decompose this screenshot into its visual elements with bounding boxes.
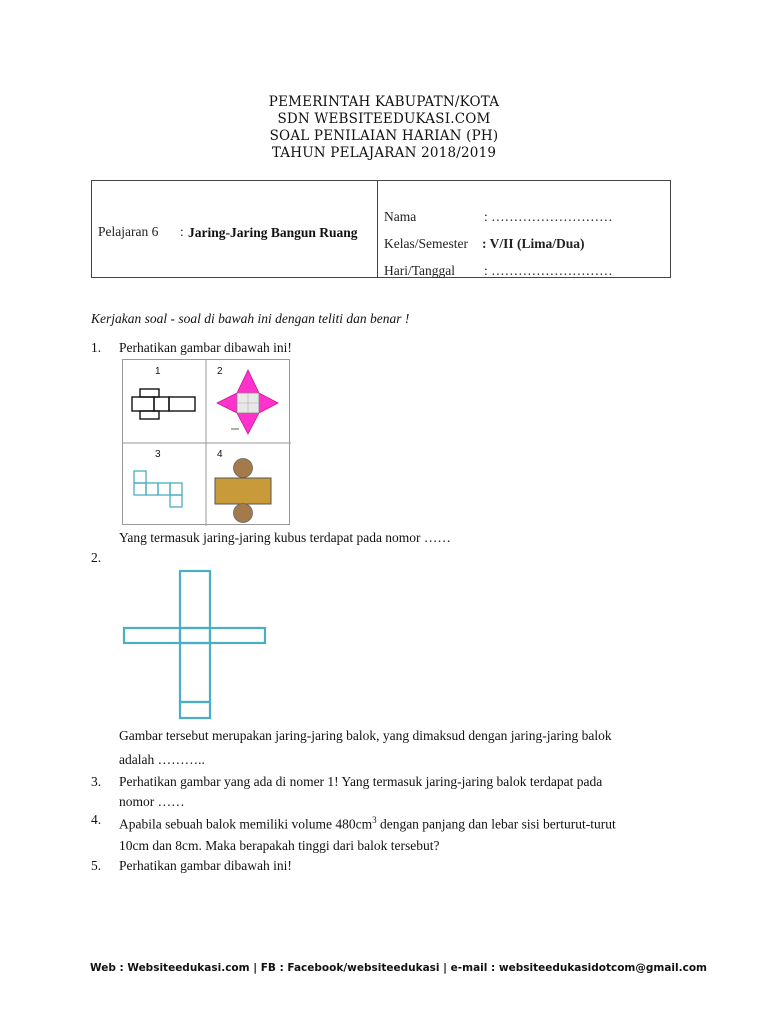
document-header <box>0 94 768 162</box>
subject-value: Jaring-Jaring Bangun Ruang <box>188 225 358 240</box>
q4-text-part-1: Apabila sebuah balok memiliki volume 480cm <box>119 816 373 832</box>
q1-figure-svg <box>123 360 291 526</box>
page-footer: Web : Websiteedukasi.com | FB : Facebook/websiteedukasi | e-mail : websiteedukasidotcom@gmail.com <box>90 962 707 974</box>
q4-superscript: 3 <box>372 815 377 825</box>
header-line-4: TAHUN PELAJARAN 2018/2019 <box>271 145 497 161</box>
q2-number: 2. <box>91 550 102 565</box>
q1-number: 1. <box>91 340 102 355</box>
q1-answer-prompt: Yang termasuk jaring-jaring kubus terdapat pada nomor …… <box>119 530 451 545</box>
q4-text-line-2: 10cm dan 8cm. Maka berapakah tinggi dari balok tersebut? <box>119 838 440 853</box>
q5-number: 5. <box>91 858 102 873</box>
grid-label-3: 3 <box>155 449 161 460</box>
q1-figure-grid <box>122 359 290 525</box>
header-line-2: SDN WEBSITEEDUKASI.COM <box>277 111 491 127</box>
subject-cell <box>92 181 378 277</box>
subject-colon: : <box>180 224 184 239</box>
name-field[interactable]: : ……………………… <box>484 209 613 224</box>
date-field[interactable]: : ……………………… <box>484 263 613 278</box>
net-figure-1 <box>132 389 195 419</box>
q3-number: 3. <box>91 774 102 789</box>
q3-text-line-1: Perhatikan gambar yang ada di nomer 1! Yang termasuk jaring-jaring balok terdapat pada <box>119 774 603 789</box>
q2-text-line-2: adalah ……….. <box>119 752 205 767</box>
class-value: : V/II (Lima/Dua) <box>482 236 585 251</box>
name-label: Nama <box>384 209 417 224</box>
header-line-3: SOAL PENILAIAN HARIAN (PH) <box>269 128 499 144</box>
q4-text-part-2: dengan panjang dan lebar sisi berturut-turut <box>376 816 616 832</box>
q4-number: 4. <box>91 812 102 827</box>
q4-text-line-1 <box>119 810 679 835</box>
class-label: Kelas/Semester <box>384 236 468 251</box>
date-label: Hari/Tanggal <box>384 263 456 278</box>
net-figure-2 <box>217 370 278 434</box>
header-line-1: PEMERINTAH KABUPATN/KOTA <box>268 94 500 110</box>
net-figure-4 <box>215 459 271 523</box>
q2-cuboid-net <box>121 569 267 721</box>
net-figure-3 <box>134 471 182 507</box>
instruction-text: Kerjakan soal - soal di bawah ini dengan teliti dan benar ! <box>91 311 410 326</box>
grid-label-1: 1 <box>155 366 161 377</box>
q1-text: Perhatikan gambar dibawah ini! <box>119 340 292 355</box>
q2-text-line-1: Gambar tersebut merupakan jaring-jaring balok, yang dimaksud dengan jaring-jaring balok <box>119 728 612 743</box>
q3-text-line-2: nomor …… <box>119 794 185 809</box>
grid-label-4: 4 <box>217 449 223 460</box>
identity-table <box>91 180 671 278</box>
subject-label: Pelajaran 6 <box>98 224 159 239</box>
grid-label-2: 2 <box>217 366 223 377</box>
q5-text: Perhatikan gambar dibawah ini! <box>119 858 292 873</box>
